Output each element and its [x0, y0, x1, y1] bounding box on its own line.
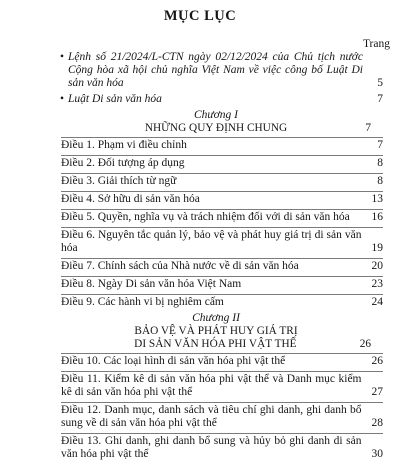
- toc-entry-page: 23: [371, 278, 383, 290]
- toc-entry: [61, 276, 383, 291]
- chapter-2-heading-text: DI SẢN VĂN HÓA PHI VẬT THỂ: [134, 338, 297, 350]
- toc-entry-page: 19: [371, 242, 383, 254]
- toc-entry: [61, 402, 383, 430]
- toc-entry-intro-order: [61, 51, 383, 90]
- toc-entry-text: Điều 13. Ghi danh, ghi danh bổ sung và hủy bỏ ghi danh di sản văn hóa phi vật thể: [61, 435, 362, 460]
- toc-entry-page: 28: [371, 417, 383, 429]
- toc-entry: [61, 209, 383, 224]
- toc-entry: [61, 155, 383, 170]
- chapter-2-heading: [61, 338, 383, 351]
- chapter-1-page: 7: [365, 122, 371, 134]
- toc-entry-text: Điều 8. Ngày Di sản văn hóa Việt Nam: [61, 278, 242, 290]
- chapter-2-label: Chương II: [192, 312, 240, 324]
- toc-entry: [61, 191, 383, 206]
- toc-entry-text: Điều 4. Sở hữu di sản văn hóa: [61, 193, 200, 205]
- toc-entry-text: Điều 3. Giải thích từ ngữ: [61, 175, 177, 187]
- toc-entry-text: Điều 11. Kiểm kê di sản văn hóa phi vật thể và Danh mục kiểm kê di sản văn hóa phi vật thể: [61, 373, 362, 398]
- toc-entry-text: Điều 2. Đối tượng áp dụng: [61, 157, 185, 169]
- toc-entry-page: 16: [371, 211, 383, 223]
- toc-entry-page: 7: [377, 139, 383, 151]
- toc-entry-text: Điều 5. Quyền, nghĩa vụ và trách nhiệm đối với di sản văn hóa: [61, 211, 350, 223]
- toc-entry-page: 27: [371, 386, 383, 398]
- toc-entry-intro-law: [61, 93, 383, 106]
- page-title: MỤC LỤC: [163, 8, 237, 24]
- toc-entry-text: Điều 6. Nguyên tắc quản lý, bảo vệ và phát huy giá trị di sản văn hóa: [61, 229, 362, 254]
- page-column-header: Trang: [362, 38, 390, 50]
- toc-content: [61, 51, 383, 464]
- toc-entry-text: • Luật Di sản văn hóa: [68, 93, 162, 105]
- chapter-2-page: 26: [359, 338, 371, 350]
- toc-entry-text: Điều 12. Danh mục, danh sách và tiêu chí ghi danh, ghi danh bổ sung về di sản văn hóa phi vật thể: [61, 404, 362, 429]
- toc-entry-page: 20: [371, 260, 383, 272]
- toc-entry: [61, 353, 383, 368]
- toc-entry: [61, 173, 383, 188]
- toc-entry-text: Điều 7. Chính sách của Nhà nước về di sản văn hóa: [61, 260, 299, 272]
- chapter-1-label: Chương I: [193, 109, 239, 121]
- toc-entry-text: Điều 1. Phạm vi điều chỉnh: [61, 139, 187, 151]
- toc-entry: [61, 433, 383, 461]
- toc-entry-page: 26: [371, 355, 383, 367]
- toc-entry-page: 8: [377, 175, 383, 187]
- toc-entry-page: 30: [371, 448, 383, 460]
- chapter-1-heading-text: NHỮNG QUY ĐỊNH CHUNG: [144, 122, 288, 134]
- toc-entry-text: Điều 9. Các hành vi bị nghiêm cấm: [61, 296, 224, 308]
- toc-entry: [61, 227, 383, 255]
- toc-entry-page: 13: [371, 193, 383, 205]
- toc-entry-page: 7: [377, 93, 383, 105]
- toc-entry-page: 8: [377, 157, 383, 169]
- toc-entry: [61, 371, 383, 399]
- toc-entry: [61, 294, 383, 309]
- chapter-1-heading: [61, 122, 383, 135]
- toc-entry-text: • Lệnh số 21/2024/L-CTN ngày 02/12/2024 của Chủ tịch nước Cộng hòa xã hội chủ nghĩa Việt Nam về việc công bố Luật Di sản văn hóa: [68, 51, 363, 89]
- chapter-2-heading-line1: BẢO VỆ VÀ PHÁT HUY GIÁ TRỊ: [134, 325, 298, 337]
- toc-entry: [61, 137, 383, 152]
- toc-entry-page: 24: [371, 296, 383, 308]
- toc-entry-page: 5: [377, 77, 383, 89]
- toc-entry-text: Điều 10. Các loại hình di sản văn hóa phi vật thể: [61, 355, 286, 367]
- toc-entry: [61, 258, 383, 273]
